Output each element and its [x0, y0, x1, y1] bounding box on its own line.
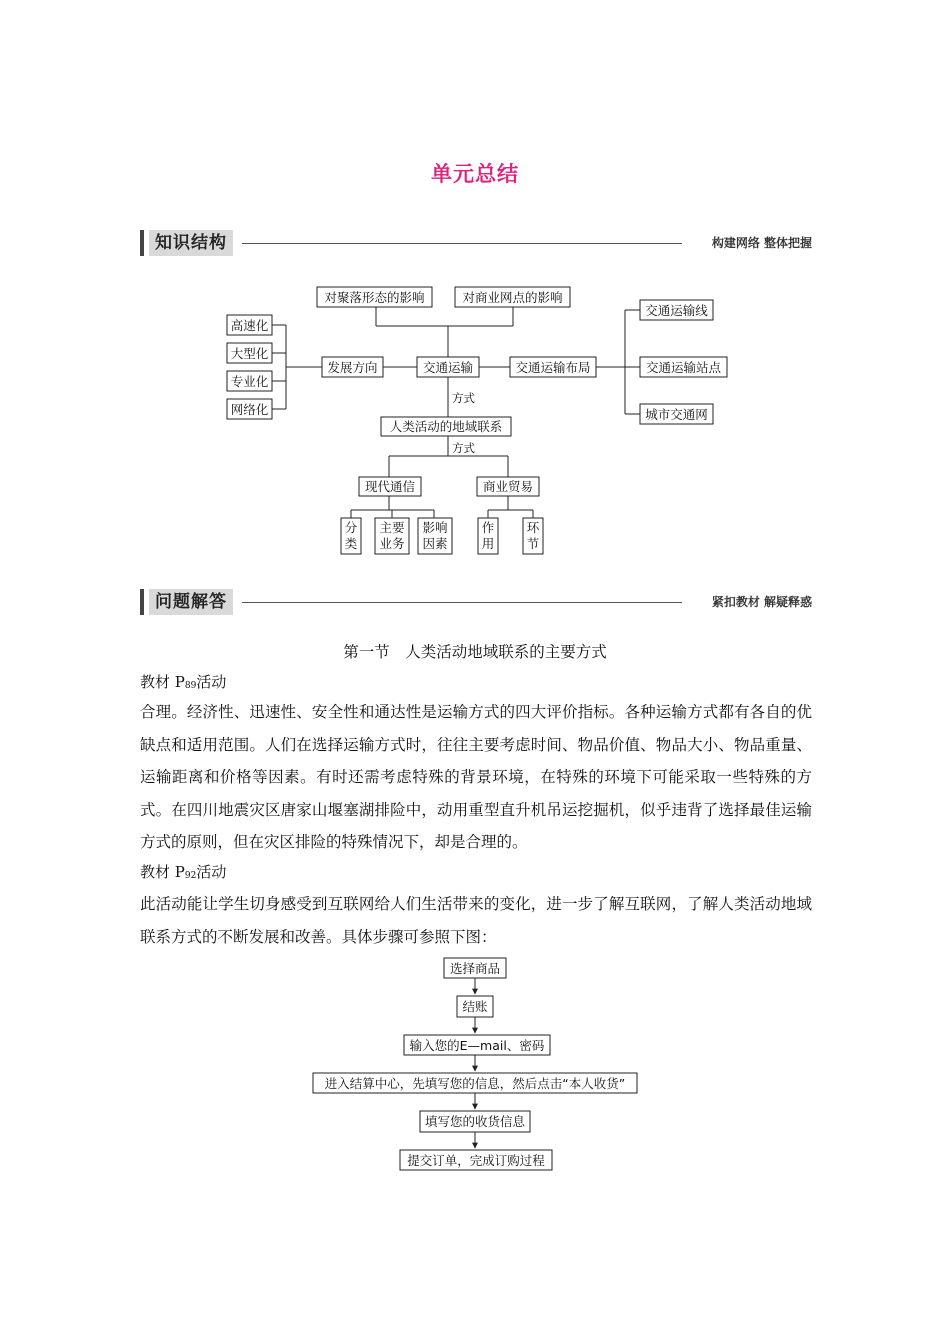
node-comm-item-1-b: 类	[344, 536, 358, 551]
node-comm-item-1-a: 分	[344, 520, 358, 535]
node-trend-1: 高速化	[230, 318, 269, 333]
section-rule	[242, 602, 682, 603]
node-trend-4: 网络化	[230, 402, 269, 417]
node-communication: 现代通信	[364, 479, 416, 494]
textbook-ref-1: 教材 $P_{89}$活动	[140, 673, 227, 691]
answer-paragraph-2: 此活动能让学生切身感受到互联网给人们生活带来的变化，进一步了解互联网，了解人类活动地域联系方式的不断发展和改善。具体步骤可参照下图：	[140, 895, 812, 946]
flowchart	[0, 950, 950, 1180]
node-layout-line: 交通运输线	[645, 303, 708, 318]
section-label: 问题解答	[149, 589, 233, 615]
section-marker	[140, 589, 144, 615]
node-trade-item-1-b: 用	[481, 536, 495, 551]
node-comm-item-2-b: 业务	[379, 536, 405, 551]
section-title: 第一节 人类活动地域联系的主要方式	[343, 643, 607, 661]
edge-label-mode-2: 方式	[452, 441, 475, 455]
flow-step-6: 提交订单，完成订购过程	[407, 1153, 545, 1168]
node-trend-2: 大型化	[230, 346, 269, 361]
node-trade: 商业贸易	[482, 479, 534, 494]
page-title: 单元总结	[431, 162, 519, 186]
node-layout-city: 城市交通网	[645, 407, 708, 422]
section-tagline: 紧扣教材 解疑释惑	[711, 595, 812, 609]
section-rule	[242, 243, 682, 244]
node-development: 发展方向	[327, 360, 378, 375]
flow-step-2: 结账	[462, 999, 488, 1014]
section-header-knowledge	[140, 230, 812, 256]
flow-step-1: 选择商品	[449, 961, 501, 976]
node-trade-item-2-b: 节	[526, 536, 540, 551]
node-comm-item-2-a: 主要	[379, 520, 405, 535]
flow-step-4: 进入结算中心，先填写您的信息，然后点击“本人收货”	[324, 1076, 626, 1091]
node-transport-layout: 交通运输布局	[515, 360, 591, 375]
node-commerce-impact: 对商业网点的影响	[462, 290, 563, 305]
section-label: 知识结构	[149, 230, 233, 256]
node-transport: 交通运输	[422, 360, 474, 375]
node-settlement-impact: 对聚落形态的影响	[324, 290, 425, 305]
section-tagline: 构建网络 整体把握	[711, 236, 812, 250]
concept-map	[0, 280, 950, 610]
textbook-ref-2: 教材 $P_{92}$活动	[140, 863, 227, 881]
node-layout-station: 交通运输站点	[645, 360, 722, 375]
edge-label-mode-1: 方式	[452, 391, 475, 405]
node-trend-3: 专业化	[230, 374, 269, 389]
node-trade-item-2-a: 环	[526, 520, 540, 535]
node-comm-item-3-b: 因素	[422, 536, 448, 551]
node-core: 人类活动的地域联系	[389, 419, 503, 434]
answer-paragraph-1: 合理。经济性、迅速性、安全性和通达性是运输方式的四大评价指标。各种运输方式都有各自的优缺点和适用范围。人们在选择运输方式时，往往主要考虑时间、物品价值、物品大小、物品重量、运输距离和价格等因素。有时还需考虑特殊的背景环境，在特殊的环境下可能采取一些特殊的方式。在四川地震灾区唐家山堰塞湖排险中，动用重型直升机吊运挖掘机，似乎违背了选择最佳运输方式的原则，但在灾区排险的特殊情况下，却是合理的。	[140, 703, 812, 851]
node-trade-item-1-a: 作	[481, 520, 495, 535]
section-marker	[140, 230, 144, 256]
flow-step-5: 填写您的收货信息	[424, 1114, 526, 1129]
node-comm-item-3-a: 影响	[422, 520, 448, 535]
flow-step-3: 输入您的E—mail、密码	[409, 1038, 545, 1053]
section-header-answers	[140, 589, 812, 615]
